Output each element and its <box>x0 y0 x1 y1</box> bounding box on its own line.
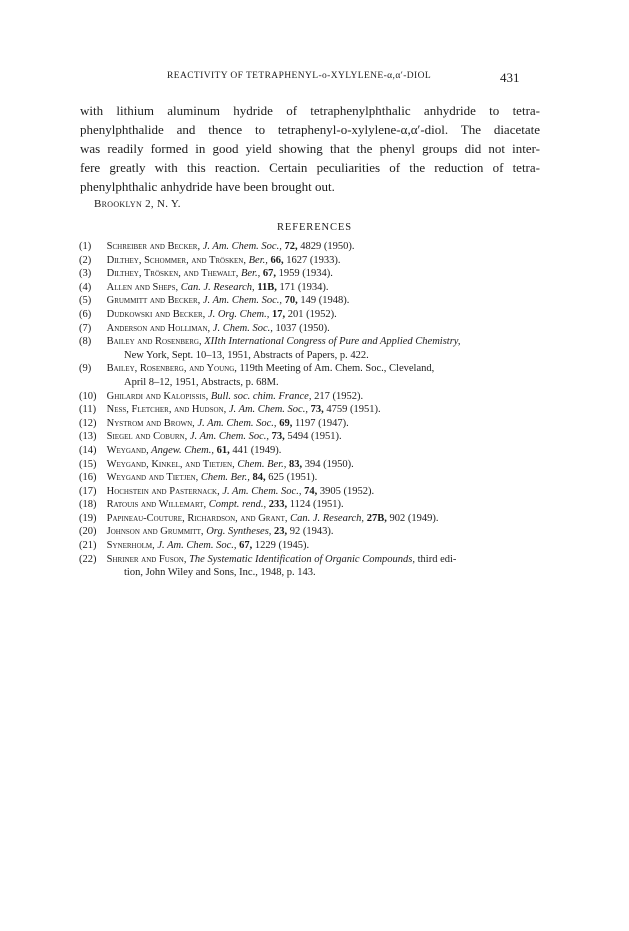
reference-journal: J. Am. Chem. Soc., <box>200 295 283 307</box>
page-number: 431 <box>500 70 520 85</box>
reference-journal: J. Am. Chem. Soc., <box>219 485 302 497</box>
reference-volume: 83, <box>286 458 303 470</box>
reference-volume: 23, <box>271 526 288 538</box>
reference-journal: J. Am. Chem. Soc., <box>187 431 269 443</box>
reference-volume: 233, <box>266 499 288 511</box>
reference-item <box>79 281 549 295</box>
running-head <box>0 70 629 90</box>
reference-number: (4) <box>79 281 92 293</box>
reference-continuation: April 8–12, 1951, Abstracts, p. 68M. <box>124 376 279 388</box>
reference-volume: 11B, <box>254 281 277 293</box>
reference-journal: Bull. soc. chim. France, <box>208 390 312 402</box>
body-line: with lithium aluminum hydride of tetraphenylphthalic anhydride to tetra- <box>80 103 540 118</box>
reference-number: (3) <box>79 268 92 280</box>
reference-details: 217 (1952). <box>311 390 364 402</box>
reference-item <box>79 240 549 254</box>
reference-journal: J. Am. Chem. Soc., <box>200 241 282 252</box>
reference-number: (15) <box>79 458 97 470</box>
reference-authors: Synerholm, <box>106 540 155 552</box>
reference-item <box>79 417 549 431</box>
reference-item <box>79 362 549 389</box>
reference-details: 625 (1951). <box>265 472 318 484</box>
reference-journal: The Systematic Identification of Organic Compounds, <box>186 553 416 565</box>
reference-number: (21) <box>79 540 97 552</box>
reference-item <box>79 553 549 580</box>
reference-details: 1197 (1947). <box>292 417 349 429</box>
reference-number: (17) <box>79 485 97 497</box>
reference-number: (1) <box>79 241 92 252</box>
reference-authors: Anderson and Holliman, <box>106 322 211 334</box>
reference-volume: 73, <box>307 404 324 416</box>
reference-details: 4759 (1951). <box>323 404 381 416</box>
reference-volume: 67, <box>236 540 253 552</box>
reference-number: (11) <box>79 404 97 416</box>
reference-number: (2) <box>79 254 92 266</box>
reference-authors: Grummitt and Becker, <box>106 295 201 307</box>
reference-number: (18) <box>79 499 97 511</box>
body-paragraph <box>80 101 540 196</box>
reference-authors: Johnson and Grummitt, <box>106 526 204 538</box>
reference-volume: 73, <box>268 431 285 443</box>
reference-authors: Dudkowski and Becker, <box>106 308 206 320</box>
reference-item <box>79 525 549 539</box>
reference-details: 4829 (1950). <box>297 241 355 252</box>
reference-authors: Ghilardi and Kalopissis, <box>106 390 209 402</box>
reference-item <box>79 471 549 485</box>
reference-journal: Org. Syntheses, <box>203 526 272 538</box>
reference-volume: 66, <box>267 254 284 266</box>
reference-item <box>79 430 549 444</box>
reference-details: 902 (1949). <box>386 512 439 524</box>
reference-authors: Weygand and Tietjen, <box>106 472 199 484</box>
reference-continuation: tion, John Wiley and Sons, Inc., 1948, p. 143. <box>124 567 316 579</box>
reference-authors: Ratouis and Willemart, <box>106 499 207 511</box>
dateline-city: Brooklyn <box>94 198 143 210</box>
reference-item <box>79 335 549 362</box>
reference-number: (13) <box>79 431 97 443</box>
reference-volume: 74, <box>301 485 318 497</box>
dateline-rest: 2, N. Y. <box>142 198 181 210</box>
reference-number: (5) <box>79 295 92 307</box>
reference-details: 3905 (1952). <box>317 485 375 497</box>
reference-item <box>79 458 549 472</box>
reference-volume: 67, <box>260 268 276 280</box>
reference-number: (12) <box>79 417 97 429</box>
reference-item <box>79 512 549 526</box>
reference-journal: Can. J. Research, <box>287 512 365 524</box>
reference-journal: XIIth International Congress of Pure and Applied Chemistry, <box>201 336 461 348</box>
reference-journal: Can. J. Research, <box>178 281 255 293</box>
reference-number: (10) <box>79 390 97 402</box>
reference-item <box>79 498 549 512</box>
reference-details: 441 (1949). <box>229 444 282 456</box>
reference-authors: Siegel and Coburn, <box>106 431 188 443</box>
reference-item <box>79 485 549 499</box>
reference-item <box>79 390 549 404</box>
reference-journal: J. Am. Chem. Soc., <box>154 540 237 552</box>
reference-item <box>79 294 549 308</box>
reference-details: 1037 (1950). <box>272 322 330 334</box>
reference-journal: Ber., <box>238 268 261 280</box>
reference-volume: 84, <box>249 472 266 484</box>
reference-details: 119th Meeting of Am. Chem. Soc., Cleveland, <box>236 363 435 375</box>
reference-authors: Dilthey, Trösken, and Thewalt, <box>106 268 239 280</box>
reference-number: (16) <box>79 472 97 484</box>
reference-authors: Papineau-Couture, Richardson, and Grant, <box>106 512 288 524</box>
reference-details: 1959 (1934). <box>275 268 333 280</box>
reference-authors: Schreiber and Becker, <box>106 241 201 252</box>
reference-authors: Ness, Fletcher, and Hudson, <box>106 404 227 416</box>
reference-item <box>79 403 549 417</box>
reference-volume: 72, <box>281 241 298 252</box>
reference-number: (7) <box>79 322 92 334</box>
reference-journal: J. Org. Chem., <box>205 308 270 320</box>
reference-details: 5494 (1951). <box>284 431 342 443</box>
reference-journal: Angew. Chem., <box>148 444 214 456</box>
reference-journal: Ber., <box>246 254 268 266</box>
body-line: phenylphthalic anhydride have been brought out. <box>80 179 335 194</box>
reference-authors: Allen and Sheps, <box>106 281 179 293</box>
reference-item <box>79 444 549 458</box>
reference-volume: 27B, <box>364 512 387 524</box>
reference-authors: Weygand, Kinkel, and Tietjen, <box>106 458 235 470</box>
reference-authors: Hochstein and Pasternack, <box>106 485 220 497</box>
reference-details: third edi- <box>415 553 457 565</box>
reference-authors: Shriner and Fuson, <box>106 553 187 565</box>
reference-number: (9) <box>79 363 92 375</box>
references-heading: REFERENCES <box>277 222 352 233</box>
reference-journal: Compt. rend., <box>206 499 267 511</box>
reference-journal: J. Am. Chem. Soc., <box>194 417 277 429</box>
reference-number: (22) <box>79 553 97 565</box>
body-line: fere greatly with this reaction. Certain peculiarities of the reduction of tetra- <box>80 160 540 175</box>
reference-volume: 69, <box>276 417 293 429</box>
reference-authors: Bailey and Rosenberg, <box>106 336 202 348</box>
reference-number: (19) <box>79 512 97 524</box>
reference-continuation: New York, Sept. 10–13, 1951, Abstracts of Papers, p. 422. <box>124 349 369 361</box>
reference-number: (8) <box>79 336 92 348</box>
running-head-title: REACTIVITY OF TETRAPHENYL-o-XYLYLENE-α,α′-DIOL <box>167 71 432 81</box>
reference-volume: 17, <box>269 308 286 320</box>
reference-details: 171 (1934). <box>276 281 329 293</box>
reference-item <box>79 267 549 281</box>
reference-number: (20) <box>79 526 97 538</box>
reference-details: 394 (1950). <box>302 458 354 470</box>
reference-authors: Nystrom and Brown, <box>106 417 195 429</box>
reference-details: 1229 (1945). <box>252 540 310 552</box>
reference-details: 1124 (1951). <box>287 499 344 511</box>
reference-volume: 70, <box>282 295 298 307</box>
reference-item <box>79 254 549 268</box>
reference-item <box>79 539 549 553</box>
reference-authors: Bailey, Rosenberg, and Young, <box>106 363 237 375</box>
reference-journal: Chem. Ber., <box>234 458 287 470</box>
reference-details: 92 (1943). <box>287 526 334 538</box>
reference-details: 201 (1952). <box>285 308 337 320</box>
reference-journal: J. Chem. Soc., <box>210 322 273 334</box>
reference-details: 149 (1948). <box>297 295 350 307</box>
reference-journal: J. Am. Chem. Soc., <box>226 404 308 416</box>
reference-authors: Dilthey, Schommer, and Trösken, <box>106 254 246 266</box>
reference-volume: 61, <box>213 444 230 456</box>
reference-number: (6) <box>79 308 92 320</box>
reference-list <box>79 240 549 580</box>
dateline <box>94 198 181 210</box>
body-line: was readily formed in good yield showing that the phenyl groups did not inter- <box>80 141 540 156</box>
body-line: phenylphthalide and thence to tetraphenyl-o-xylylene-α,α′-diol. The diacetate <box>80 122 540 137</box>
reference-number: (14) <box>79 444 97 456</box>
reference-journal: Chem. Ber., <box>198 472 250 484</box>
reference-item <box>79 308 549 322</box>
reference-details: 1627 (1933). <box>283 254 341 266</box>
reference-item <box>79 322 549 336</box>
reference-authors: Weygand, <box>106 444 149 456</box>
